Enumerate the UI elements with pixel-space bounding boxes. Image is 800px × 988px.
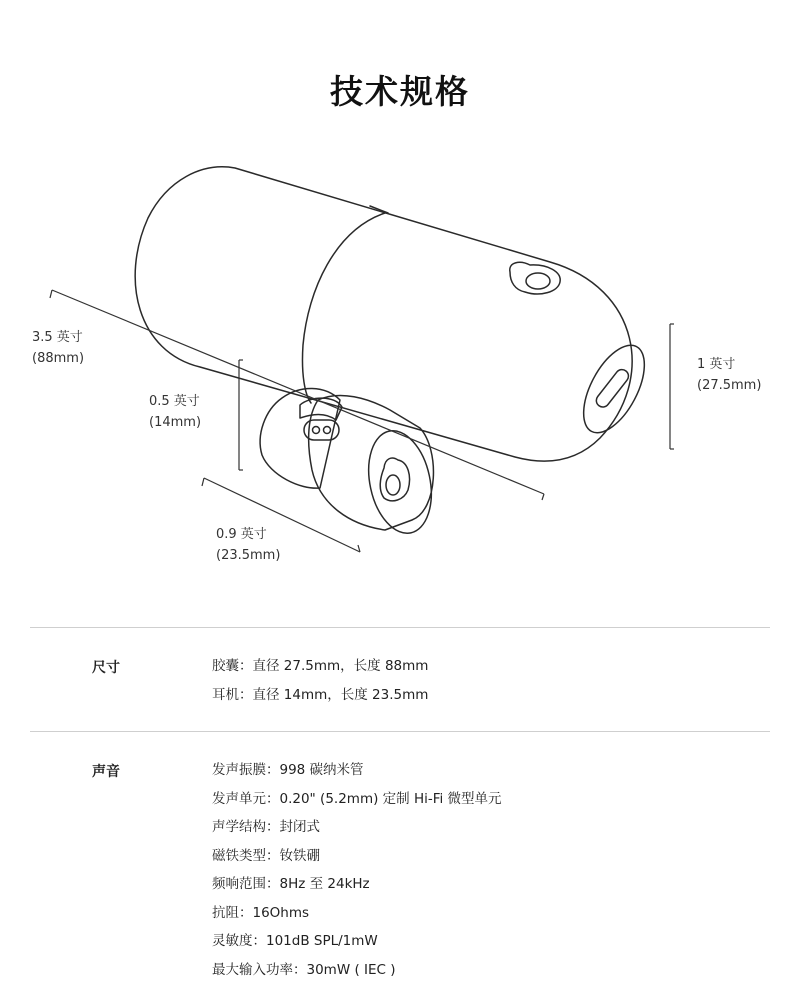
section-divider (30, 627, 770, 628)
spec-list-dimensions (212, 656, 428, 713)
spec-item: 声学结构：封闭式 (212, 819, 320, 835)
spec-item: 发声单元：0.20" (5.2mm) 定制 Hi-Fi 微型单元 (212, 790, 502, 807)
capsule-seam (302, 213, 385, 403)
spec-item: 耳机：直径 14mm，长度 23.5mm (212, 686, 429, 703)
section-label-sound: 声音 (92, 764, 120, 780)
page-title: 技术规格 (330, 72, 470, 111)
spec-item: 频响范围：8Hz 至 24kHz (212, 876, 370, 892)
spec-item: 胶囊：直径 27.5mm，长度 88mm (212, 658, 429, 674)
spec-item: 抗阻：16Ohms (212, 904, 310, 921)
spec-list-sound (212, 760, 502, 988)
dim-capsule-diameter: 1 英寸 (27.5mm) (697, 357, 762, 393)
section-divider (30, 731, 770, 732)
spec-item: 灵敏度：101dB SPL/1mW (212, 933, 378, 949)
spec-item: 磁铁类型：钕铁硼 (212, 847, 320, 864)
capsule-end-cap (571, 336, 657, 442)
dim-earbud-length: 0.9 英寸 (23.5mm) (216, 527, 281, 563)
spec-item: 发声振膜：998 碳纳米管 (212, 762, 364, 778)
capsule-top-button-inner (526, 273, 550, 289)
dim-capsule-length: 3.5 英寸 (88mm) (32, 330, 85, 366)
spec-item: 最大输入功率：30mW ( IEC ) (212, 961, 396, 978)
capsule-charge-slot (594, 367, 631, 410)
dim-earbud-height: 0.5 英寸 (14mm) (149, 394, 202, 430)
section-label-dimensions: 尺寸 (92, 660, 120, 676)
